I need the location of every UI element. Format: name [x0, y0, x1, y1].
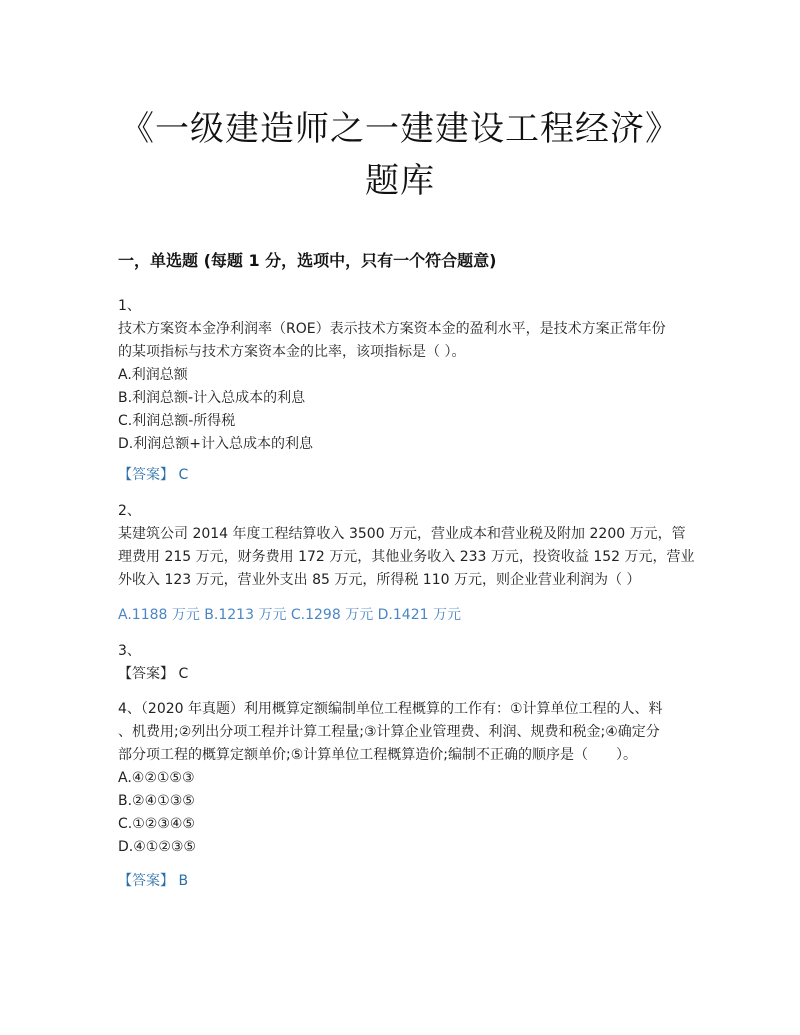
question-text-line: 技术方案资本金净利润率（ROE）表示技术方案资本金的盈利水平，是技术方案正常年份: [118, 321, 666, 337]
answer-text: 【答案】 C: [118, 666, 189, 682]
question-number: 3、: [118, 643, 141, 659]
option-d: D.④①②③⑤: [118, 839, 196, 855]
option-b: B.②④①③⑤: [118, 793, 195, 809]
option-a: A.利润总额: [118, 367, 188, 383]
question-text-line: 部分项工程的概算定额单价;⑤计算单位工程概算造价;编制不正确的顺序是（ ）。: [118, 747, 637, 763]
answer-1: [118, 464, 688, 487]
options-inline: A.1188 万元 B.1213 万元 C.1298 万元 D.1421 万元: [118, 607, 461, 623]
option-d: D.利润总额+计入总成本的利息: [118, 436, 313, 452]
answer-text: 【答案】 B: [118, 873, 189, 889]
option-a: A.④②①⑤③: [118, 770, 195, 786]
answer-4: [118, 870, 688, 893]
question-text-line: 外收入 123 万元，营业外支出 85 万元，所得税 110 万元，则企业营业利润为（ ）: [118, 572, 641, 588]
section-heading: 一，单选题 (每题 1 分，选项中，只有一个符合题意): [118, 251, 497, 270]
question-number: 1、: [118, 298, 141, 314]
question-text-line: 理费用 215 万元，财务费用 172 万元，其他业务收入 233 万元，投资收益 152 万元，营业: [118, 549, 695, 565]
question-text-line: 4、（2020 年真题）利用概算定额编制单位工程概算的工作有：①计算单位工程的人、料: [118, 701, 663, 717]
options-inline-2: [118, 604, 688, 627]
option-b: B.利润总额-计入总成本的利息: [118, 390, 306, 406]
question-text-line: 某建筑公司 2014 年度工程结算收入 3500 万元，营业成本和营业税及附加 2200 万元，管: [118, 526, 686, 542]
question-3: [118, 640, 688, 686]
document-title-line2: 题库: [365, 161, 435, 201]
answer-text: 【答案】 C: [118, 467, 189, 483]
question-2: [118, 500, 695, 592]
document-title-line1: 《一级建造师之一建建设工程经济》: [120, 109, 680, 149]
option-c: C.利润总额-所得税: [118, 413, 236, 429]
question-text-line: 的某项指标与技术方案资本金的比率，该项指标是（ ）。: [118, 344, 466, 360]
question-4: [118, 698, 688, 859]
question-text-line: 、机费用;②列出分项工程并计算工程量;③计算企业管理费、利润、规费和税金;④确定分: [118, 724, 660, 740]
question-number: 2、: [118, 503, 141, 519]
option-c: C.①②③④⑤: [118, 816, 195, 832]
question-1: [118, 295, 688, 456]
